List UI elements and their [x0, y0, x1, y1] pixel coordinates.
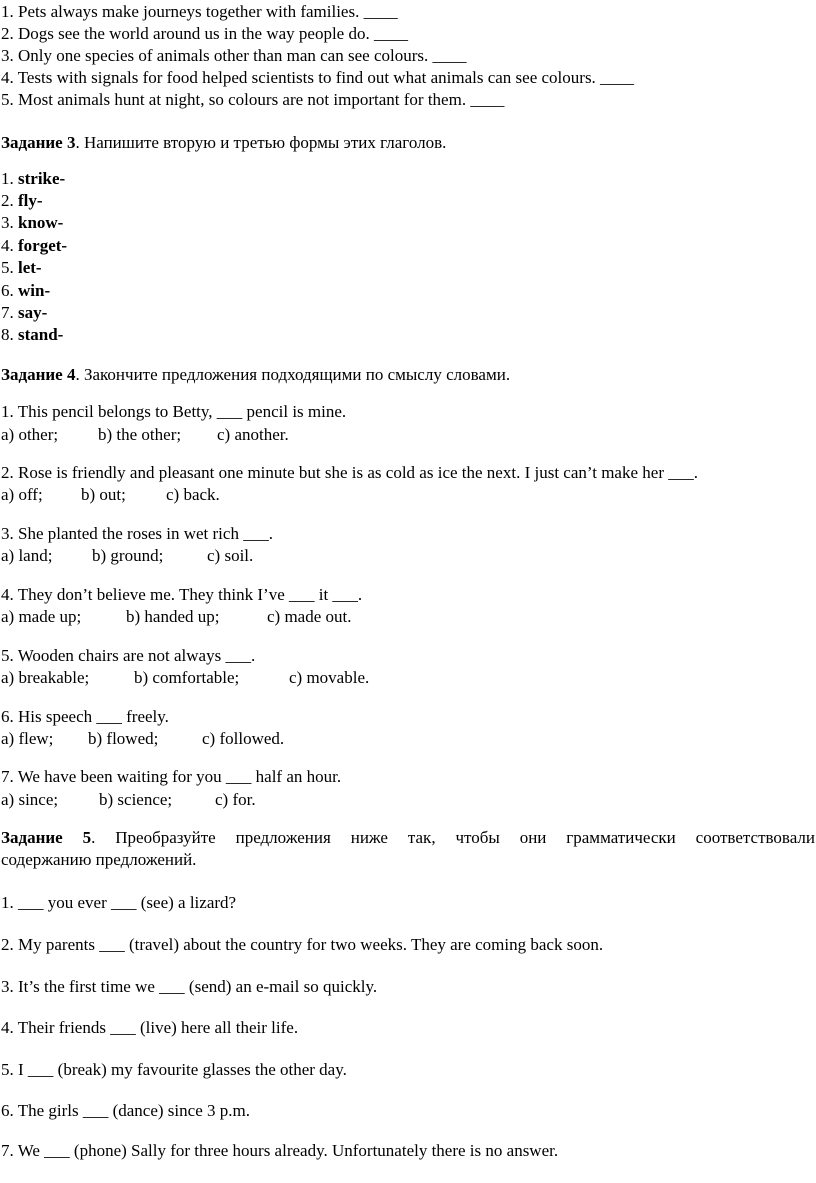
option-a: a) off; [1, 485, 43, 504]
option-c: c) another. [217, 425, 289, 444]
verb-item [1, 324, 63, 346]
answer-options [1, 606, 352, 628]
option-c: c) for. [215, 790, 256, 809]
option-b: b) ground; [92, 546, 164, 565]
option-a: a) flew; [1, 729, 54, 748]
verb-word: strike- [18, 169, 66, 188]
option-b: b) flowed; [88, 729, 159, 748]
verb-item [1, 257, 42, 279]
task5-instruction-continued: содержанию предложений. [1, 850, 197, 869]
question-text: 3. She planted the roses in wet rich ___. [1, 524, 273, 543]
task5-instruction: . Преобразуйте предложения ниже так, чтобы они грамматически соответствовали [91, 828, 815, 847]
answer-options [1, 789, 256, 811]
option-b: b) science; [99, 790, 173, 809]
sentence-item: 1. ___ you ever ___ (see) a lizard? [1, 893, 237, 912]
statement-4: 4. Tests with signals for food helped scientists to find out what animals can see colours. ____ [1, 68, 635, 87]
verb-word: say- [18, 303, 48, 322]
question-text: 1. This pencil belongs to Betty, ___ pencil is mine. [1, 402, 347, 421]
task3-label: Задание 3 [1, 133, 76, 152]
sentence-item: 3. It’s the first time we ___ (send) an e-mail so quickly. [1, 977, 378, 996]
answer-options [1, 728, 284, 750]
task5-heading [1, 827, 815, 849]
task5-label: Задание 5 [1, 828, 92, 847]
option-c: c) back. [166, 485, 220, 504]
verb-number: 5. [1, 258, 18, 277]
option-a: a) breakable; [1, 668, 90, 687]
verb-word: forget- [18, 236, 68, 255]
option-b: b) handed up; [126, 607, 220, 626]
option-c: c) soil. [207, 546, 254, 565]
option-a: a) made up; [1, 607, 82, 626]
verb-number: 4. [1, 236, 18, 255]
verb-word: fly- [18, 191, 43, 210]
option-b: b) the other; [98, 425, 182, 444]
sentence-item: 6. The girls ___ (dance) since 3 p.m. [1, 1101, 250, 1120]
verb-number: 1. [1, 169, 18, 188]
question-text: 5. Wooden chairs are not always ___. [1, 646, 256, 665]
verb-number: 6. [1, 281, 18, 300]
verb-item [1, 168, 65, 190]
verb-item [1, 190, 43, 212]
option-a: a) land; [1, 546, 53, 565]
statement-5: 5. Most animals hunt at night, so colours are not important for them. ____ [1, 90, 505, 109]
answer-options [1, 667, 369, 689]
verb-number: 8. [1, 325, 18, 344]
option-b: b) comfortable; [134, 668, 240, 687]
statement-2: 2. Dogs see the world around us in the way people do. ____ [1, 24, 408, 43]
task4-label: Задание 4 [1, 365, 76, 384]
answer-options [1, 424, 289, 446]
task3-instruction: . Напишите вторую и третью формы этих глаголов. [75, 133, 447, 152]
verb-item [1, 212, 63, 234]
verb-number: 3. [1, 213, 18, 232]
verb-word: know- [18, 213, 64, 232]
sentence-item: 5. I ___ (break) my favourite glasses the other day. [1, 1060, 347, 1079]
sentence-item: 7. We ___ (phone) Sally for three hours already. Unfortunately there is no answer. [1, 1141, 559, 1160]
verb-item [1, 235, 67, 257]
task4-instruction: . Закончите предложения подходящими по смыслу словами. [75, 365, 511, 384]
question-text: 2. Rose is friendly and pleasant one minute but she is as cold as ice the next. I just can’t make her ___. [1, 463, 698, 482]
question-text: 6. His speech ___ freely. [1, 707, 169, 726]
option-b: b) out; [81, 485, 126, 504]
verb-word: stand- [18, 325, 64, 344]
option-c: c) made out. [267, 607, 352, 626]
statement-1: 1. Pets always make journeys together with families. ____ [1, 2, 398, 21]
verb-number: 2. [1, 191, 18, 210]
answer-options [1, 545, 253, 567]
sentence-item: 4. Their friends ___ (live) here all their life. [1, 1018, 299, 1037]
verb-word: win- [18, 281, 51, 300]
option-c: c) followed. [202, 729, 285, 748]
option-c: c) movable. [289, 668, 370, 687]
sentence-item: 2. My parents ___ (travel) about the country for two weeks. They are coming back soon. [1, 935, 604, 954]
question-text: 7. We have been waiting for you ___ half an hour. [1, 767, 342, 786]
verb-number: 7. [1, 303, 18, 322]
task3-heading [1, 132, 446, 154]
verb-word: let- [18, 258, 42, 277]
task4-heading [1, 364, 510, 386]
verb-item [1, 280, 50, 302]
answer-options [1, 484, 220, 506]
statement-3: 3. Only one species of animals other than man can see colours. ____ [1, 46, 467, 65]
option-a: a) since; [1, 790, 59, 809]
option-a: a) other; [1, 425, 59, 444]
question-text: 4. They don’t believe me. They think I’ve ___ it ___. [1, 585, 363, 604]
verb-item [1, 302, 47, 324]
